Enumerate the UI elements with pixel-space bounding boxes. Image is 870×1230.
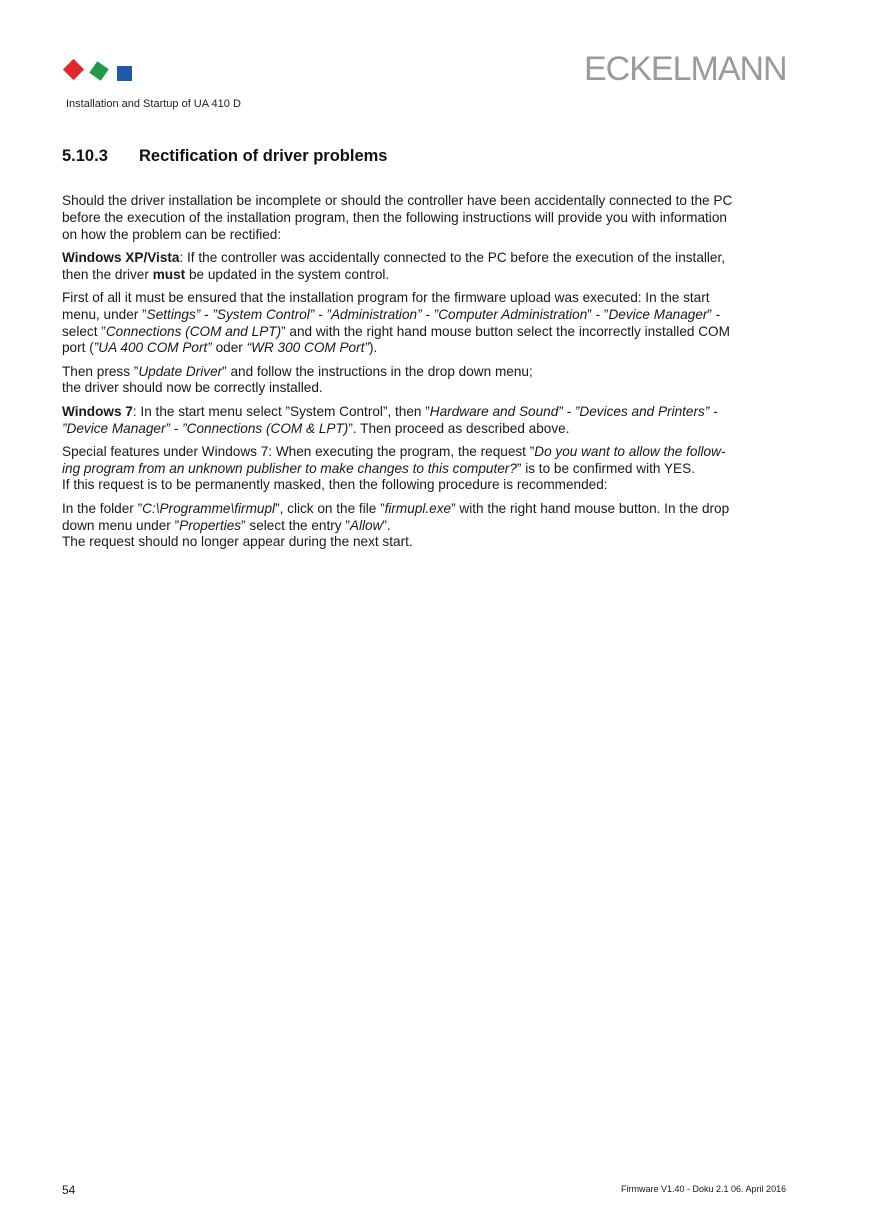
text-line: In the folder ”C:\Programme\firmupl”, click on the file ”firmupl.exe” with the right hand mouse button. In the drop	[62, 500, 730, 516]
os-label: Windows 7	[62, 403, 133, 419]
text-line: Windows XP/Vista: If the controller was accidentally connected to the PC before the execution of the installer,	[62, 249, 726, 265]
paragraph-menu-path	[62, 290, 790, 357]
logo-blue-square	[117, 66, 132, 81]
section-title: Rectification of driver problems	[139, 147, 388, 165]
footer-version: Firmware V1.40 - Doku 2.1 06. April 2016	[621, 1184, 787, 1194]
body-text	[62, 193, 790, 558]
text-line: menu, under ”Settings” - ”System Control” - ”Administration” - ”Computer Administration” - ”Device Manager” -	[62, 306, 721, 322]
paragraph-intro	[62, 193, 790, 243]
text-line: before the execution of the installation program, then the following instructions will provide you with information	[62, 209, 727, 225]
document-subtitle: Installation and Startup of UA 410 D	[66, 98, 241, 110]
text-line: the driver should now be correctly installed.	[62, 380, 323, 396]
text-line: If this request is to be permanently masked, then the following procedure is recommended:	[62, 477, 608, 493]
brand-wordmark: ECKELMANN	[584, 50, 787, 88]
paragraph-folder-instructions	[62, 501, 790, 551]
eckelmann-logo	[62, 58, 137, 84]
text-line: select ”Connections (COM and LPT)” and with the right hand mouse button select the incorrectly installed COM	[62, 323, 730, 339]
logo-green-diamond	[89, 61, 108, 80]
paragraph-windows-7	[62, 404, 790, 438]
text-line: Special features under Windows 7: When executing the program, the request ”Do you want to allow the follow-	[62, 443, 726, 459]
text-line: on how the problem can be rectified:	[62, 226, 282, 242]
page-number: 54	[62, 1183, 76, 1197]
text-line: down menu under ”Properties” select the entry ”Allow”.	[62, 517, 391, 533]
text-line: Windows 7: In the start menu select ”System Control”, then ”Hardware and Sound” - ”Devices and Printers” -	[62, 403, 718, 419]
paragraph-special-features	[62, 444, 790, 494]
text-line: The request should no longer appear during the next start.	[62, 534, 413, 550]
section-heading	[62, 147, 387, 166]
logo-red-diamond	[63, 59, 84, 80]
paragraph-windows-xp	[62, 250, 790, 284]
os-label: Windows XP/Vista	[62, 249, 180, 265]
text-line: then the driver must be updated in the system control.	[62, 266, 390, 282]
text-line: ”Device Manager” - ”Connections (COM & LPT)”. Then proceed as described above.	[62, 420, 570, 436]
section-number: 5.10.3	[62, 147, 108, 165]
paragraph-update-driver	[62, 364, 790, 398]
text-line: Should the driver installation be incomplete or should the controller have been accidentally connected to the PC	[62, 193, 733, 208]
text-line: ing program from an unknown publisher to make changes to this computer?” is to be confirmed with YES.	[62, 460, 695, 476]
text-line: Then press ”Update Driver” and follow the instructions in the drop down menu;	[62, 363, 533, 379]
text-line: port (”UA 400 COM Port” oder “WR 300 COM Port”).	[62, 340, 378, 356]
text-line: First of all it must be ensured that the installation program for the firmware upload was executed: In the start	[62, 289, 710, 305]
